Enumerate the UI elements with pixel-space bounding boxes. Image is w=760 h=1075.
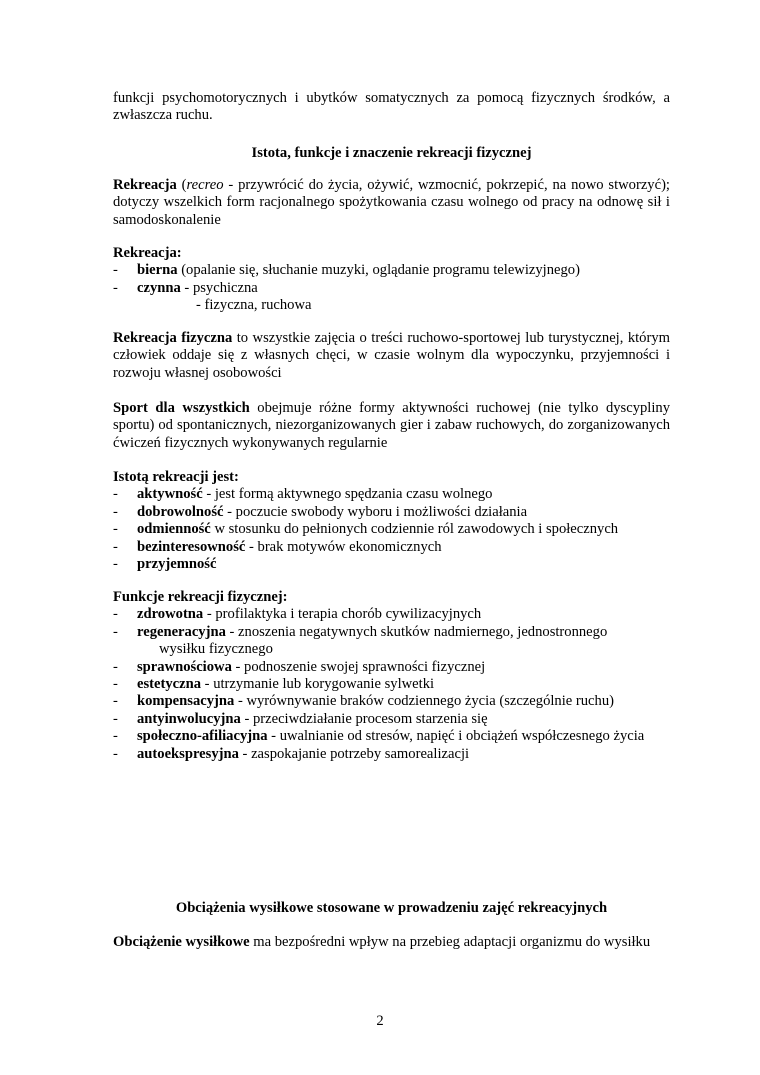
definition-rekreacja-fizyczna: Rekreacja fizyczna to wszystkie zajęcia o treści ruchowo-sportowej lub turystycznej, którym człowiek oddaje się z własnych chęci, w czasie wolnym dla wypoczynku, przyjemności i rozwoju własnej osobowości (113, 330, 670, 381)
istota-heading: Istotą rekreacji jest: (113, 469, 239, 485)
section-heading-obciazenia: Obciążenia wysiłkowe stosowane w prowadzeniu zajęć rekreacyjnych (175, 900, 608, 916)
list-item: - zdrowotna - profilaktyka i terapia chorób cywilizacyjnych (113, 606, 482, 623)
funkcje-heading: Funkcje rekreacji fizycznej: (113, 589, 288, 605)
list-item: - odmienność w stosunku do pełnionych codziennie ról zawodowych i społecznych (113, 521, 619, 538)
list-item-continuation: wysiłku fizycznego (159, 641, 273, 658)
definition-rekreacja-text: - przywrócić do życia, ożywić, wzmocnić, pokrzepić, na nowo stworzyć); dotyczy wszelkich form racjonalnego spożytkowania czasu wolnego od pracy na odnowę sił i samodoskonalenie (113, 177, 670, 228)
definition-sport-dla-wszystkich: Sport dla wszystkich obejmuje różne formy aktywności ruchowej (nie tylko dyscypliny sportu) od spontanicznych, niezorganizowanych gier i zabaw ruchowych, do zorganizowanych ćwiczeń fizycznych wykonywanych regularnie (113, 400, 670, 451)
list-item: - sprawnościowa - podnoszenie swojej sprawności fizycznej (113, 658, 486, 675)
rekreacja-types-heading: Rekreacja: (113, 245, 182, 261)
list-item: - aktywność - jest formą aktywnego spędzania czasu wolnego (113, 486, 493, 503)
list-item: - regeneracyjna - znoszenia negatywnych skutków nadmiernego, jednostronnego (113, 623, 608, 640)
list-item: - bezinteresowność - brak motywów ekonomicznych (113, 538, 442, 555)
definition-rekreacja (113, 177, 670, 229)
latin-recreo: recreo (186, 177, 224, 193)
list-item: - kompensacyjna - wyrównywanie braków codziennego życia (szczególnie ruchu) (113, 693, 614, 710)
funkcje-list (113, 589, 670, 763)
istota-list (113, 469, 670, 573)
intro-paragraph: funkcji psychomotorycznych i ubytków somatycznych za pomocą fizycznych środków, a zwłaszcza ruchu. (113, 90, 670, 124)
list-item: - antyinwolucyjna - przeciwdziałanie procesom starzenia się (113, 710, 488, 727)
list-item: - dobrowolność - poczucie swobody wyboru i możliwości działania (113, 503, 528, 520)
list-item: - społeczno-afiliacyjna - uwalnianie od stresów, napięć i obciążeń współczesnego życia (113, 728, 645, 745)
section-heading-istota: Istota, funkcje i znaczenie rekreacji fizycznej (251, 145, 532, 161)
list-item: - estetyczna - utrzymanie lub korygowanie sylwetki (113, 676, 435, 693)
list-item-bierna: - bierna (opalanie się, słuchanie muzyki, oglądanie programu telewizyjnego) (113, 262, 580, 279)
page-number: 2 (376, 1013, 384, 1029)
list-item: - przyjemność (113, 556, 217, 573)
list-item: - autoekspresyjna - zaspokajanie potrzeby samorealizacji (113, 745, 470, 762)
definition-obciazenie: Obciążenie wysiłkowe ma bezpośredni wpływ na przebieg adaptacji organizmu do wysiłku (113, 934, 651, 950)
list-item-czynna-fizyczna: - fizyczna, ruchowa (196, 297, 312, 314)
list-item-czynna: - czynna - psychiczna (113, 279, 258, 296)
rekreacja-types (113, 245, 670, 315)
term-rekreacja: Rekreacja (113, 177, 177, 193)
definition-rekreacja-open: ( (176, 177, 187, 193)
